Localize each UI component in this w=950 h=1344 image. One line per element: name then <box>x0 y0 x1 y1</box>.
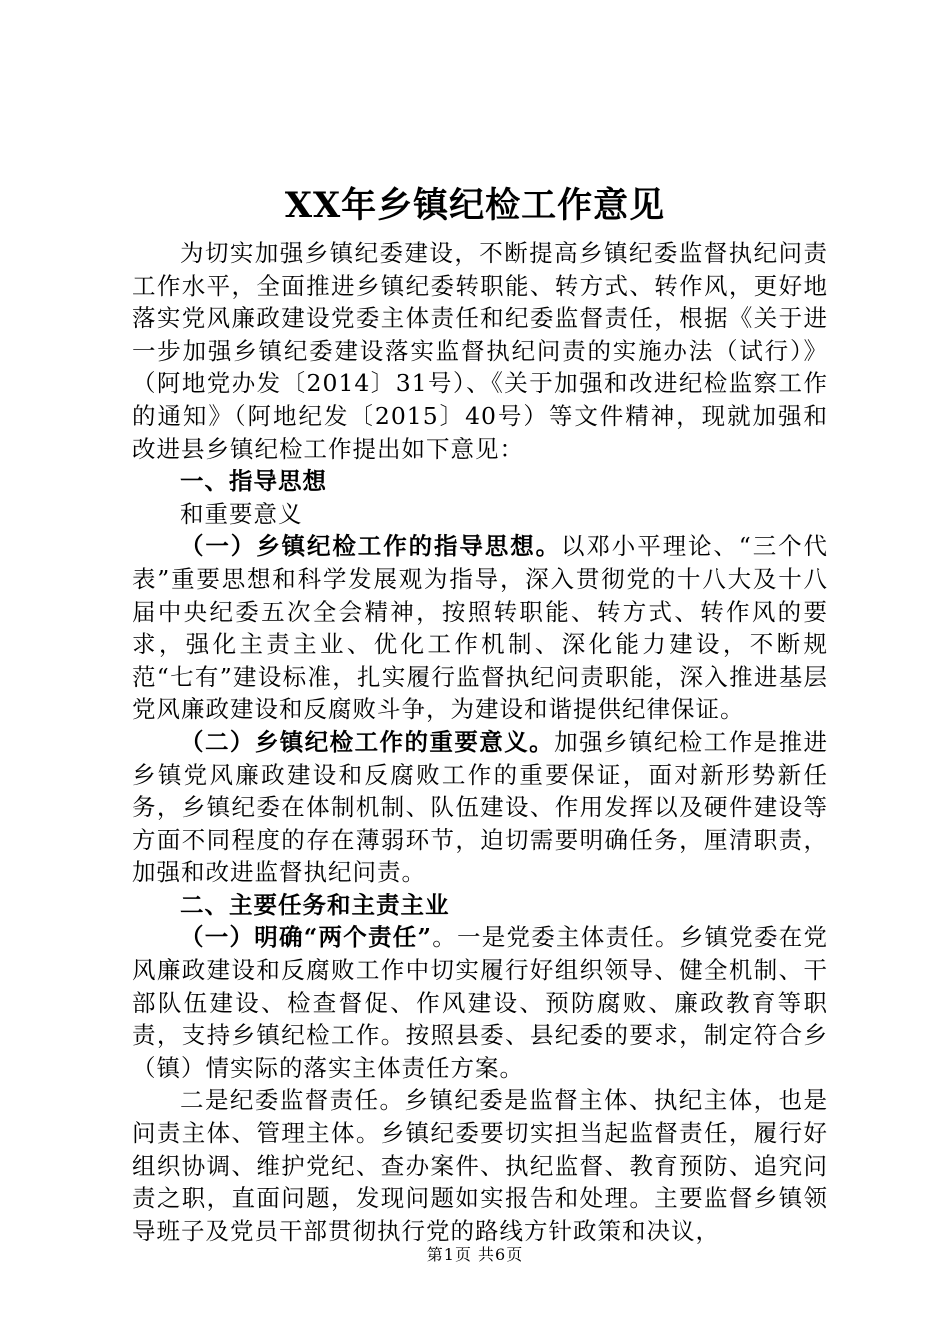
paragraph-two-responsibilities <box>132 921 828 1084</box>
paragraph-supervision-responsibility: 二是纪委监督责任。乡镇纪委是监督主体、执纪主体，也是问责主体、管理主体。乡镇纪委要切实担当起监督责任，履行好组织协调、维护党纪、查办案件、执纪监督、教育预防、追究问责之职，直面问题，发现问题如实报告和处理。主要监督乡镇领导班子及党员干部贯彻执行党的路线方针政策和决议， <box>132 1086 828 1245</box>
paragraph-lead: （一）乡镇纪检工作的指导思想。 <box>180 532 561 561</box>
paragraph-text: 加强乡镇纪检工作是推进乡镇党风廉政建设和反腐败工作的重要保证，面对新形势新任务，乡镇纪委在体制机制、队伍建设、作用发挥以及硬件建设等方面不同程度的存在薄弱环节，迫切需要明确任务，厘清职责，加强和改进监督执纪问责。 <box>132 727 829 887</box>
intro-paragraph: 为切实加强乡镇纪委建设，不断提高乡镇纪委监督执纪问责工作水平，全面推进乡镇纪委转职能、转方式、转作风，更好地落实党风廉政建设党委主体责任和纪委监督责任，根据《关于进一步加强乡镇纪委建设落实监督执纪问责的实施办法（试行）》（阿地党办发〔2014〕31号）、《关于加强和改进纪检监察工作的通知》（阿地纪发〔2015〕40号）等文件精神，现就加强和改进县乡镇纪检工作提出如下意见： <box>132 239 828 463</box>
paragraph-lead: （一）明确“两个责任” <box>180 923 433 952</box>
paragraph-text: 以邓小平理论、“三个代表”重要思想和科学发展观为指导，深入贯彻党的十八大及十八届中央纪委五次全会精神，按照转职能、转方式、转作风的要求，强化主责主业、优化工作机制、深化能力建设，不断规范“七有”建设标准，扎实履行监督执纪问责职能，深入推进基层党风廉政建设和反腐败斗争，为建设和谐提供纪律保证。 <box>132 532 829 724</box>
paragraph-text: 。一是党委主体责任。乡镇党委在党风廉政建设和反腐败工作中切实履行好组织领导、健全机制、干部队伍建设、检查督促、作风建设、预防腐败、廉政教育等职责，支持乡镇纪检工作。按照县委、县纪委的要求，制定符合乡（镇）情实际的落实主体责任方案。 <box>132 923 829 1082</box>
section-2-heading: 二、主要任务和主责主业 <box>180 890 450 919</box>
document-body <box>132 237 828 1247</box>
section-1-heading: 一、指导思想 <box>180 467 327 496</box>
document-title: XX年乡镇纪检工作意见 <box>284 185 666 226</box>
paragraph-guiding-thought <box>132 530 828 726</box>
paragraph-significance <box>132 726 828 889</box>
paragraph-lead: （二）乡镇纪检工作的重要意义。 <box>180 727 555 756</box>
page-footer: 第1页 共6页 <box>426 1245 524 1264</box>
section-1-subheading: 和重要意义 <box>180 499 303 528</box>
